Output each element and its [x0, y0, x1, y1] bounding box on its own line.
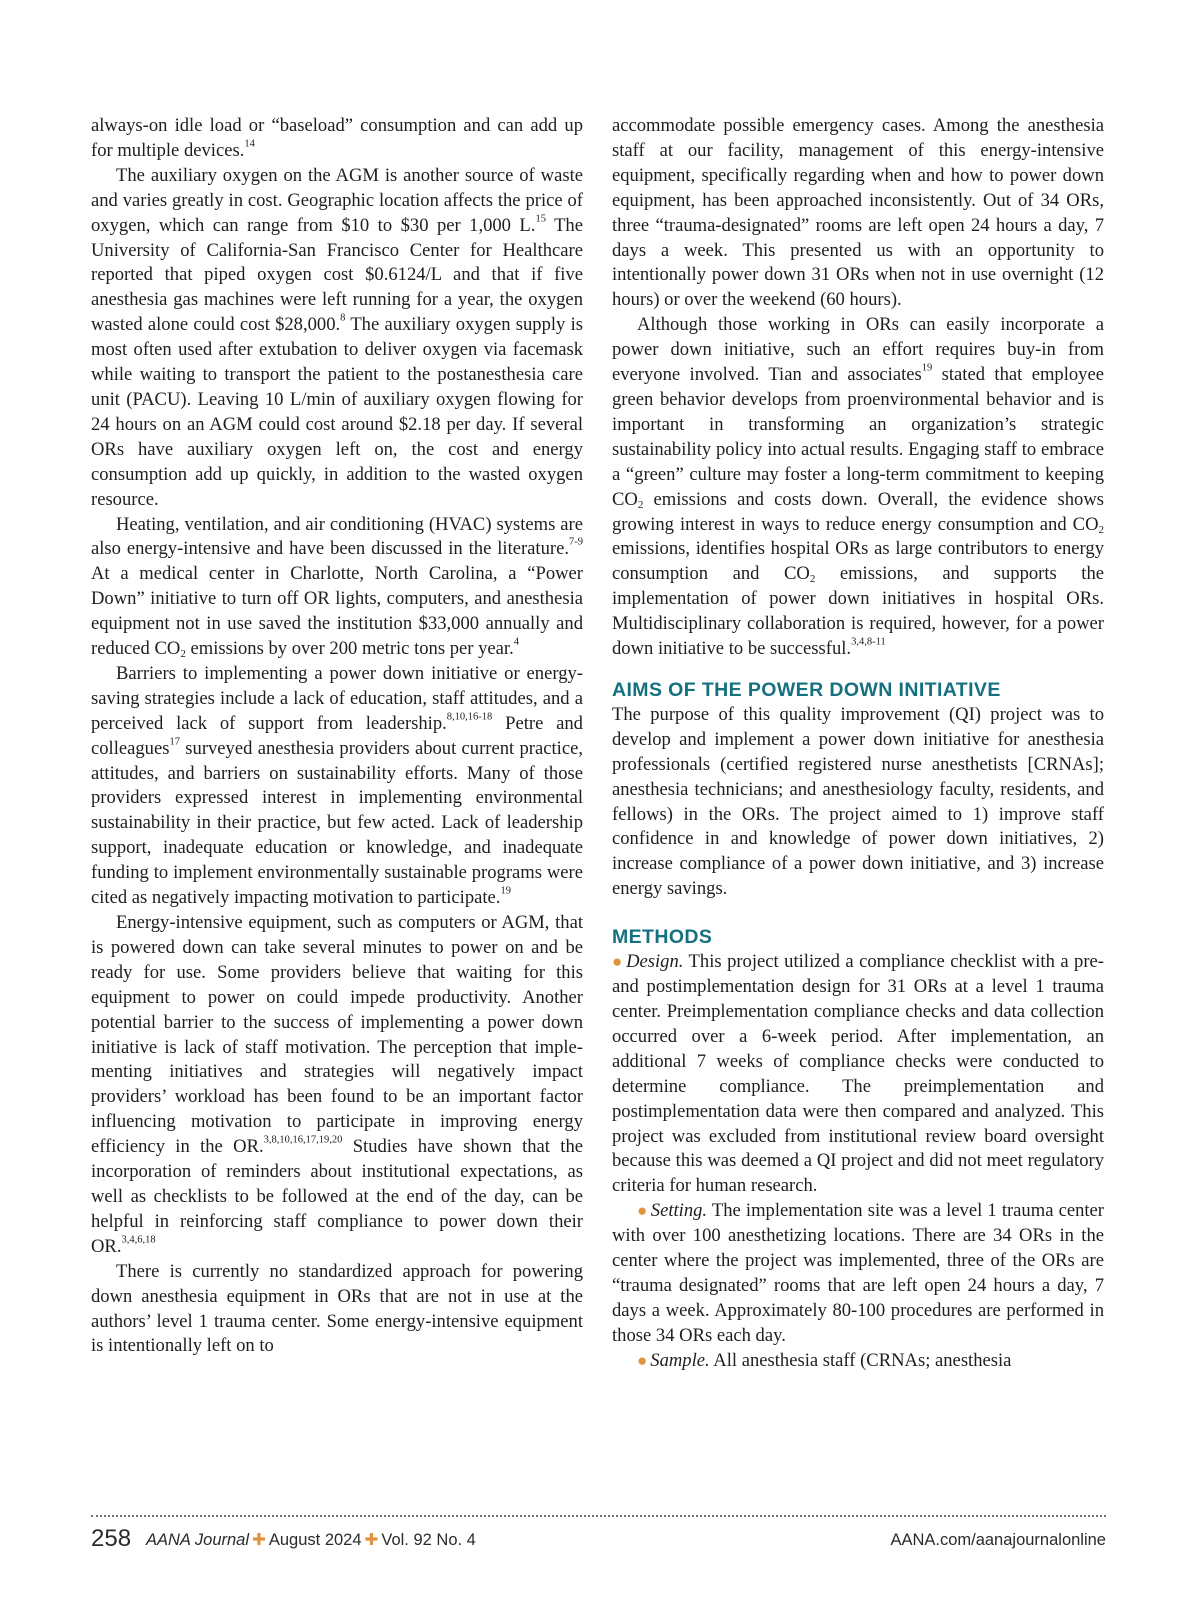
citation: 15 — [535, 213, 546, 225]
journal-name: AANA Journal — [146, 1531, 250, 1549]
section-heading-methods: METHODS — [612, 926, 713, 949]
issue-date: August 2024 — [268, 1531, 362, 1549]
paragraph: The auxiliary oxygen on the AGM is another source of waste and varies greatly in cost. Geographic location affects the price of oxygen, which can range from $10 to $30 per 1,000 L.$^{15}$ The University of California-San Francisco Center for Healthcare reported that piped oxygen cost $0.6124/L and that if five anesthesia gas machines were left running for a year, the oxygen wasted alone could cost $28,000.$^8$ The auxiliary oxygen supply is most often used after extubation to deliver oxygen via facemask while waiting to transport the patient to the postanesthesia care unit (PACU). Leaving 10 L/min of auxiliary oxygen flowing for 24 hours on an AGM could cost around $2.18 per day. If several ORs have auxiliary oxygen left on, the cost and energy consumption add up quickly, in addition to the wasted oxygen resource. — [91, 164, 583, 510]
citation: 3,4,6,18 — [121, 1234, 156, 1246]
volume-number: Vol. 92 No. 4 — [381, 1531, 476, 1549]
paragraph: Heating, ventilation, and air conditioning (HVAC) systems are also energy-intensive and have been discussed in the literature.$^{7-9}$ At a medical center in Charlotte, North Carolina, a “Power Down” initiative to turn off OR lights, computers, and anesthesia equipment not in use saved the institution $33,000 annually and reduced $CO_2$ emissions by over 200 metric tons per year.$^4$ — [91, 513, 583, 660]
subscript: 2 — [637, 498, 644, 511]
subheading-design: Design. — [626, 951, 684, 973]
citation: 14 — [244, 138, 255, 150]
citation: 7-9 — [569, 536, 583, 548]
citation: 8 — [340, 312, 346, 324]
subscript: 2 — [809, 573, 816, 586]
subheading-setting: Setting. — [650, 1200, 708, 1222]
paragraph: Although those working in ORs can easily incorporate a power down initiative, such an effort requires buy-in from everyone involved. Tian and associates$^{19}$ stated that employee green behavior develops from proenvironmental behavior and is important in transforming an organization’s strategic sustainability policy into actual results. Engaging staff to embrace a “green” culture may foster a long-term commitment to keeping $CO_2$ emissions and costs down. Overall, the evidence shows growing interest in ways to reduce energy consumption and $CO_2$ emissions, identifies hospital ORs as large contributors to energy consumption and $CO_2$ emissions, and supports the implementation of power down initiatives in hospital ORs. Multidisciplinary collaboration is required, however, for a power down initiative to be successful.$^{3,4,8-11}$ — [612, 314, 1105, 660]
citation: 8,10,16-18 — [446, 711, 493, 723]
citation: 4 — [513, 636, 519, 648]
plus-icon: ✚ — [364, 1531, 379, 1549]
left-column — [91, 114, 583, 1359]
citation: 17 — [169, 736, 180, 748]
right-column — [612, 114, 1104, 1374]
bullet-icon: ● — [637, 1201, 648, 1221]
bullet-icon: ● — [637, 1350, 648, 1370]
paragraph: always-on idle load or “baseload” consumption and can add up for multiple devices.$^{14}$ — [91, 115, 583, 161]
journal-citation — [146, 1529, 476, 1551]
subscript: 2 — [1098, 523, 1104, 536]
methods-setting: ● Setting. The implementation site was a level 1 trauma center with over 100 anesthetizing locations. There are 34 ORs in the center where the project was implemented, three of the ORs are “trauma designated” rooms that are left open 24 hours a day, 7 days a week. Approximately 80-100 procedures are performed in those 34 ORs each day. — [612, 1200, 1104, 1346]
paragraph: There is currently no standardized approach for powering down anesthesia equipment in ORs that are not in use at the authors’ level 1 trauma center. Some energy-intensive equipment is intentionally left on to — [91, 1260, 583, 1357]
plus-icon: ✚ — [252, 1531, 266, 1549]
page-footer — [91, 1524, 1106, 1554]
section-heading-aims: AIMS OF THE POWER DOWN INITIATIVE — [612, 678, 1001, 701]
citation: 3,4,8-11 — [851, 636, 886, 648]
page-number: 258 — [91, 1525, 132, 1552]
citation: 3,8,10,16,17,19,20 — [263, 1134, 343, 1146]
journal-website: AANA.com/aanajournalonline — [890, 1531, 1106, 1549]
citation: 19 — [500, 885, 511, 897]
methods-sample: ● Sample. All anesthesia staff (CRNAs; anesthesia — [637, 1349, 1012, 1371]
subheading-sample: Sample. — [650, 1349, 710, 1371]
methods-design: ● Design. This project utilized a compliance checklist with a pre- and postimplementation design for 31 ORs at a level 1 trauma center. Preimplementation compliance checks and data collection occurred over a 6-week period. After implementation, an additional 7 weeks of compliance checks were conducted to determine compliance. The preimplementation and postimplementation data were then compared and analyzed. This project was excluded from institutional review board oversight because this was deemed a QI project and did not meet regulatory criteria for human research. — [612, 951, 1104, 1197]
paragraph: Barriers to implementing a power down initiative or energy-saving strategies include a lack of education, staff attitudes, and a perceived lack of support from leadership.$^{8,10,16-18}$ Petre and colleagues$^{17}$ surveyed anesthesia providers about current practice, attitudes, and barriers on sustainability efforts. Many of those providers expressed interest in implementing environmental sustainability in their practice, but few acted. Lack of leadership support, inadequate education or knowledge, and inadequate funding to implement environmentally sustainable programs were cited as negatively impacting motivation to participate.$^{19}$ — [91, 662, 583, 909]
paragraph: The purpose of this quality improvement (QI) project was to develop and implement a power down initiative for anesthesia professionals (certified registered nurse anesthetists [CRNAs]; anesthesia technicians; and anesthesiology faculty, residents, and fellows) in the ORs. The project aimed to 1) improve staff confidence in and knowledge of power down initiatives, 2) increase compliance of a power down initiative, and 3) increase energy savings. — [612, 703, 1104, 900]
citation: 19 — [921, 362, 933, 374]
paragraph: accommodate possible emergency cases. Among the anesthesia staff at our facility, management of this energy-intensive equipment, specifically regarding when and how to power down equipment, has been approached inconsistently. Out of 34 ORs, three “trauma-designated” rooms are left open 24 hours a day, 7 days a week. This presented us with an opportunity to intentionally power down 31 ORs when not in use overnight (12 hours) or over the weekend (60 hours). — [612, 115, 1104, 311]
subscript: 2 — [180, 647, 186, 660]
paragraph: Energy-intensive equipment, such as computers or AGM, that is powered down can take several minutes to power on and be ready for use. Some providers believe that waiting for this equipment to power on could impede productivity. Another potential barrier to the success of implementing a power down initiative is lack of staff motivation. The perception that implementing initiatives and strategies will negatively impact providers’ workload has been found to be an important factor influencing motivation to participate in improving energy efficiency in the OR.$^{3,8,10,16,17,19,20}$ Studies have shown that the incorporation of reminders about institutional expectations, as well as checklists to be followed at the end of the day, can be helpful in reinforcing staff compliance to power down their OR.$^{3,4,6,18}$ — [91, 912, 584, 1257]
footer-divider — [91, 1515, 1106, 1517]
bullet-icon: ● — [612, 952, 624, 972]
